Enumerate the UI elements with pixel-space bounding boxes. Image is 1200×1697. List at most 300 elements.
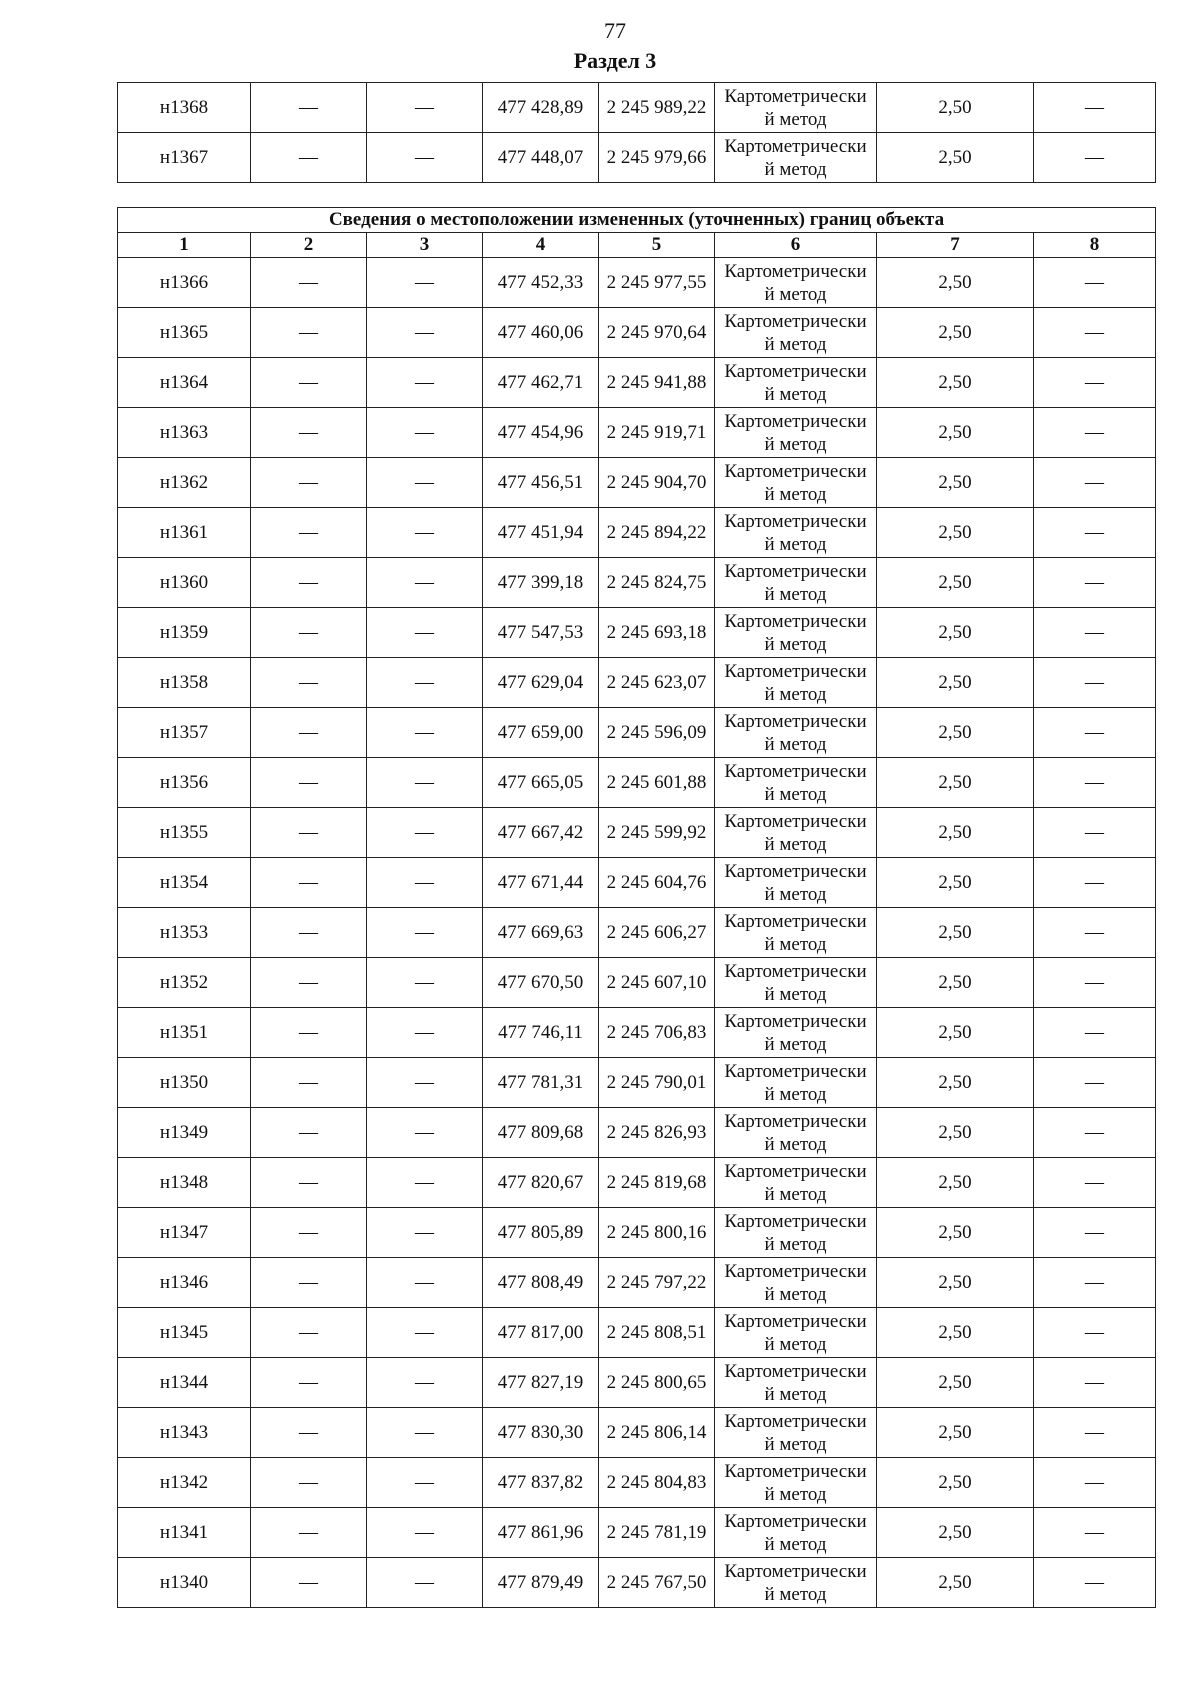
- dash-cell: —: [251, 1308, 367, 1358]
- table-row: [118, 308, 1156, 358]
- x-coordinate-cell: 477 670,50: [483, 958, 599, 1008]
- dash-cell: —: [1034, 1158, 1156, 1208]
- method-cell: [715, 808, 877, 858]
- table-row: [118, 1558, 1156, 1608]
- x-coordinate-cell: 477 817,00: [483, 1308, 599, 1358]
- dash-cell: —: [251, 1408, 367, 1458]
- x-coordinate-cell: 477 452,33: [483, 258, 599, 308]
- method-text-line-1: Картометрически: [724, 1010, 867, 1032]
- point-cell: н1368: [118, 83, 251, 133]
- method-text-line-2: й метод: [764, 533, 827, 555]
- dash-cell: —: [367, 1508, 483, 1558]
- dash-cell: —: [1034, 558, 1156, 608]
- x-coordinate-cell: 477 820,67: [483, 1158, 599, 1208]
- method-text-line-2: й метод: [764, 933, 827, 955]
- table-row: [118, 1308, 1156, 1358]
- method-text-line-1: Картометрически: [724, 960, 867, 982]
- accuracy-cell: 2,50: [877, 708, 1034, 758]
- dash-cell: —: [1034, 1358, 1156, 1408]
- accuracy-cell: 2,50: [877, 358, 1034, 408]
- point-cell: н1365: [118, 308, 251, 358]
- dash-cell: —: [1034, 308, 1156, 358]
- column-header-3: 3: [367, 233, 483, 258]
- method-cell: [715, 658, 877, 708]
- dash-cell: —: [367, 1108, 483, 1158]
- dash-cell: —: [1034, 83, 1156, 133]
- table-caption: Сведения о местоположении измененных (уточненных) границ объекта: [118, 208, 1156, 233]
- column-number-row: [118, 233, 1156, 258]
- method-cell: [715, 458, 877, 508]
- accuracy-cell: 2,50: [877, 508, 1034, 558]
- accuracy-cell: 2,50: [877, 1258, 1034, 1308]
- table-row: [118, 508, 1156, 558]
- dash-cell: —: [251, 308, 367, 358]
- dash-cell: —: [367, 1158, 483, 1208]
- dash-cell: —: [251, 1108, 367, 1158]
- dash-cell: —: [367, 458, 483, 508]
- x-coordinate-cell: 477 399,18: [483, 558, 599, 608]
- table-row: [118, 1458, 1156, 1508]
- x-coordinate-cell: 477 659,00: [483, 708, 599, 758]
- method-cell: [715, 1308, 877, 1358]
- dash-cell: —: [1034, 1308, 1156, 1358]
- point-cell: н1350: [118, 1058, 251, 1108]
- point-cell: н1343: [118, 1408, 251, 1458]
- point-cell: н1364: [118, 358, 251, 408]
- dash-cell: —: [1034, 1058, 1156, 1108]
- method-text-line-1: Картометрически: [724, 1310, 867, 1332]
- x-coordinate-cell: 477 665,05: [483, 758, 599, 808]
- method-text-line-1: Картометрически: [724, 135, 867, 157]
- y-coordinate-cell: 2 245 607,10: [599, 958, 715, 1008]
- point-cell: н1354: [118, 858, 251, 908]
- dash-cell: —: [1034, 808, 1156, 858]
- accuracy-cell: 2,50: [877, 83, 1034, 133]
- x-coordinate-cell: 477 547,53: [483, 608, 599, 658]
- method-cell: [715, 1508, 877, 1558]
- method-text-line-2: й метод: [764, 108, 827, 130]
- dash-cell: —: [367, 1558, 483, 1608]
- dash-cell: —: [251, 1358, 367, 1408]
- method-cell: [715, 1558, 877, 1608]
- method-text-line-2: й метод: [764, 158, 827, 180]
- point-cell: н1363: [118, 408, 251, 458]
- method-text-line-1: Картометрически: [724, 360, 867, 382]
- x-coordinate-cell: 477 808,49: [483, 1258, 599, 1308]
- coordinates-table-continued: [117, 82, 1156, 183]
- method-text-line-1: Картометрически: [724, 660, 867, 682]
- method-cell: [715, 708, 877, 758]
- y-coordinate-cell: 2 245 808,51: [599, 1308, 715, 1358]
- y-coordinate-cell: 2 245 601,88: [599, 758, 715, 808]
- dash-cell: —: [367, 1408, 483, 1458]
- method-text-line-1: Картометрически: [724, 460, 867, 482]
- point-cell: н1347: [118, 1208, 251, 1258]
- method-text-line-2: й метод: [764, 433, 827, 455]
- method-cell: [715, 608, 877, 658]
- method-text-line-1: Картометрически: [724, 410, 867, 432]
- dash-cell: —: [1034, 1208, 1156, 1258]
- method-text-line-2: й метод: [764, 283, 827, 305]
- y-coordinate-cell: 2 245 604,76: [599, 858, 715, 908]
- point-cell: н1349: [118, 1108, 251, 1158]
- dash-cell: —: [251, 958, 367, 1008]
- dash-cell: —: [367, 558, 483, 608]
- dash-cell: —: [1034, 708, 1156, 758]
- table-row: [118, 1508, 1156, 1558]
- method-text-line-1: Картометрически: [724, 760, 867, 782]
- column-header-4: 4: [483, 233, 599, 258]
- method-text-line-2: й метод: [764, 1333, 827, 1355]
- y-coordinate-cell: 2 245 919,71: [599, 408, 715, 458]
- x-coordinate-cell: 477 837,82: [483, 1458, 599, 1508]
- dash-cell: —: [367, 1008, 483, 1058]
- dash-cell: —: [251, 458, 367, 508]
- method-text-line-2: й метод: [764, 1383, 827, 1405]
- y-coordinate-cell: 2 245 804,83: [599, 1458, 715, 1508]
- table-row: [118, 958, 1156, 1008]
- point-cell: н1351: [118, 1008, 251, 1058]
- accuracy-cell: 2,50: [877, 958, 1034, 1008]
- method-text-line-2: й метод: [764, 783, 827, 805]
- method-cell: [715, 83, 877, 133]
- method-text-line-1: Картометрически: [724, 1510, 867, 1532]
- method-cell: [715, 133, 877, 183]
- accuracy-cell: 2,50: [877, 308, 1034, 358]
- table-row: [118, 1008, 1156, 1058]
- method-cell: [715, 958, 877, 1008]
- dash-cell: —: [251, 1458, 367, 1508]
- dash-cell: —: [367, 608, 483, 658]
- dash-cell: —: [1034, 1108, 1156, 1158]
- accuracy-cell: 2,50: [877, 658, 1034, 708]
- point-cell: н1355: [118, 808, 251, 858]
- dash-cell: —: [1034, 258, 1156, 308]
- dash-cell: —: [367, 258, 483, 308]
- method-cell: [715, 758, 877, 808]
- method-text-line-2: й метод: [764, 733, 827, 755]
- x-coordinate-cell: 477 451,94: [483, 508, 599, 558]
- method-text-line-2: й метод: [764, 1533, 827, 1555]
- dash-cell: —: [1034, 1258, 1156, 1308]
- method-text-line-2: й метод: [764, 633, 827, 655]
- dash-cell: —: [251, 83, 367, 133]
- x-coordinate-cell: 477 671,44: [483, 858, 599, 908]
- dash-cell: —: [251, 608, 367, 658]
- accuracy-cell: 2,50: [877, 1158, 1034, 1208]
- method-text-line-1: Картометрически: [724, 910, 867, 932]
- method-text-line-2: й метод: [764, 583, 827, 605]
- dash-cell: —: [251, 808, 367, 858]
- dash-cell: —: [367, 758, 483, 808]
- y-coordinate-cell: 2 245 806,14: [599, 1408, 715, 1458]
- table-row: [118, 758, 1156, 808]
- dash-cell: —: [1034, 1008, 1156, 1058]
- method-cell: [715, 308, 877, 358]
- column-header-1: 1: [118, 233, 251, 258]
- point-cell: н1353: [118, 908, 251, 958]
- method-text-line-1: Картометрически: [724, 1260, 867, 1282]
- x-coordinate-cell: 477 830,30: [483, 1408, 599, 1458]
- point-cell: н1356: [118, 758, 251, 808]
- dash-cell: —: [367, 908, 483, 958]
- table-row: [118, 908, 1156, 958]
- method-text-line-2: й метод: [764, 883, 827, 905]
- method-cell: [715, 1058, 877, 1108]
- table-row: [118, 1358, 1156, 1408]
- dash-cell: —: [367, 808, 483, 858]
- method-cell: [715, 858, 877, 908]
- x-coordinate-cell: 477 462,71: [483, 358, 599, 408]
- accuracy-cell: 2,50: [877, 1058, 1034, 1108]
- point-cell: н1344: [118, 1358, 251, 1408]
- table-row: [118, 558, 1156, 608]
- point-cell: н1361: [118, 508, 251, 558]
- dash-cell: —: [367, 508, 483, 558]
- dash-cell: —: [251, 1258, 367, 1308]
- y-coordinate-cell: 2 245 894,22: [599, 508, 715, 558]
- point-cell: н1352: [118, 958, 251, 1008]
- y-coordinate-cell: 2 245 781,19: [599, 1508, 715, 1558]
- dash-cell: —: [367, 708, 483, 758]
- method-text-line-1: Картометрически: [724, 1360, 867, 1382]
- x-coordinate-cell: 477 629,04: [483, 658, 599, 708]
- y-coordinate-cell: 2 245 790,01: [599, 1058, 715, 1108]
- method-text-line-1: Картометрически: [724, 1460, 867, 1482]
- accuracy-cell: 2,50: [877, 258, 1034, 308]
- x-coordinate-cell: 477 448,07: [483, 133, 599, 183]
- accuracy-cell: 2,50: [877, 1508, 1034, 1558]
- y-coordinate-cell: 2 245 904,70: [599, 458, 715, 508]
- x-coordinate-cell: 477 861,96: [483, 1508, 599, 1558]
- table-row: [118, 258, 1156, 308]
- y-coordinate-cell: 2 245 800,16: [599, 1208, 715, 1258]
- dash-cell: —: [1034, 1558, 1156, 1608]
- dash-cell: —: [367, 1258, 483, 1308]
- x-coordinate-cell: 477 428,89: [483, 83, 599, 133]
- method-cell: [715, 358, 877, 408]
- method-text-line-2: й метод: [764, 1433, 827, 1455]
- method-text-line-1: Картометрически: [724, 810, 867, 832]
- y-coordinate-cell: 2 245 824,75: [599, 558, 715, 608]
- accuracy-cell: 2,50: [877, 133, 1034, 183]
- dash-cell: —: [251, 708, 367, 758]
- dash-cell: —: [1034, 1458, 1156, 1508]
- dash-cell: —: [251, 1558, 367, 1608]
- method-text-line-1: Картометрически: [724, 860, 867, 882]
- x-coordinate-cell: 477 456,51: [483, 458, 599, 508]
- method-text-line-2: й метод: [764, 683, 827, 705]
- dash-cell: —: [367, 308, 483, 358]
- accuracy-cell: 2,50: [877, 1358, 1034, 1408]
- table-row: [118, 1258, 1156, 1308]
- dash-cell: —: [251, 508, 367, 558]
- dash-cell: —: [367, 1308, 483, 1358]
- y-coordinate-cell: 2 245 706,83: [599, 1008, 715, 1058]
- method-text-line-1: Картометрически: [724, 260, 867, 282]
- method-text-line-2: й метод: [764, 983, 827, 1005]
- method-cell: [715, 258, 877, 308]
- table-row: [118, 83, 1156, 133]
- point-cell: н1358: [118, 658, 251, 708]
- dash-cell: —: [251, 1208, 367, 1258]
- method-cell: [715, 908, 877, 958]
- method-text-line-1: Картометрически: [724, 1210, 867, 1232]
- dash-cell: —: [367, 133, 483, 183]
- y-coordinate-cell: 2 245 941,88: [599, 358, 715, 408]
- point-cell: н1362: [118, 458, 251, 508]
- method-cell: [715, 1258, 877, 1308]
- accuracy-cell: 2,50: [877, 458, 1034, 508]
- method-text-line-2: й метод: [764, 833, 827, 855]
- y-coordinate-cell: 2 245 826,93: [599, 1108, 715, 1158]
- point-cell: н1348: [118, 1158, 251, 1208]
- table-row: [118, 408, 1156, 458]
- table-row: [118, 1058, 1156, 1108]
- y-coordinate-cell: 2 245 693,18: [599, 608, 715, 658]
- x-coordinate-cell: 477 669,63: [483, 908, 599, 958]
- y-coordinate-cell: 2 245 797,22: [599, 1258, 715, 1308]
- method-text-line-1: Картометрически: [724, 610, 867, 632]
- dash-cell: —: [251, 908, 367, 958]
- table-row: [118, 1208, 1156, 1258]
- table-row: [118, 358, 1156, 408]
- accuracy-cell: 2,50: [877, 1108, 1034, 1158]
- dash-cell: —: [251, 858, 367, 908]
- section-title: Раздел 3: [573, 48, 657, 73]
- method-cell: [715, 558, 877, 608]
- table-row: [118, 608, 1156, 658]
- y-coordinate-cell: 2 245 596,09: [599, 708, 715, 758]
- method-cell: [715, 1408, 877, 1458]
- method-text-line-2: й метод: [764, 1483, 827, 1505]
- dash-cell: —: [367, 958, 483, 1008]
- y-coordinate-cell: 2 245 606,27: [599, 908, 715, 958]
- method-text-line-1: Картометрически: [724, 1560, 867, 1582]
- method-text-line-1: Картометрически: [724, 310, 867, 332]
- method-text-line-2: й метод: [764, 1133, 827, 1155]
- dash-cell: —: [1034, 408, 1156, 458]
- dash-cell: —: [367, 1058, 483, 1108]
- method-cell: [715, 1208, 877, 1258]
- y-coordinate-cell: 2 245 989,22: [599, 83, 715, 133]
- method-cell: [715, 1158, 877, 1208]
- method-text-line-2: й метод: [764, 383, 827, 405]
- table-row: [118, 708, 1156, 758]
- column-header-5: 5: [599, 233, 715, 258]
- changed-boundaries-table: [117, 207, 1156, 1608]
- accuracy-cell: 2,50: [877, 1458, 1034, 1508]
- column-header-8: 8: [1034, 233, 1156, 258]
- accuracy-cell: 2,50: [877, 808, 1034, 858]
- method-text-line-1: Картометрически: [724, 560, 867, 582]
- accuracy-cell: 2,50: [877, 1558, 1034, 1608]
- x-coordinate-cell: 477 454,96: [483, 408, 599, 458]
- point-cell: н1342: [118, 1458, 251, 1508]
- point-cell: н1359: [118, 608, 251, 658]
- accuracy-cell: 2,50: [877, 1308, 1034, 1358]
- point-cell: н1340: [118, 1558, 251, 1608]
- dash-cell: —: [251, 1008, 367, 1058]
- method-text-line-2: й метод: [764, 1283, 827, 1305]
- point-cell: н1366: [118, 258, 251, 308]
- accuracy-cell: 2,50: [877, 558, 1034, 608]
- column-header-6: 6: [715, 233, 877, 258]
- accuracy-cell: 2,50: [877, 908, 1034, 958]
- dash-cell: —: [1034, 458, 1156, 508]
- method-cell: [715, 408, 877, 458]
- column-header-7: 7: [877, 233, 1034, 258]
- method-text-line-1: Картометрически: [724, 85, 867, 107]
- dash-cell: —: [251, 758, 367, 808]
- point-cell: н1360: [118, 558, 251, 608]
- table-row: [118, 133, 1156, 183]
- table-row: [118, 858, 1156, 908]
- accuracy-cell: 2,50: [877, 858, 1034, 908]
- method-cell: [715, 1108, 877, 1158]
- dash-cell: —: [251, 133, 367, 183]
- dash-cell: —: [367, 658, 483, 708]
- x-coordinate-cell: 477 746,11: [483, 1008, 599, 1058]
- column-header-2: 2: [251, 233, 367, 258]
- method-cell: [715, 1008, 877, 1058]
- y-coordinate-cell: 2 245 979,66: [599, 133, 715, 183]
- table-row: [118, 658, 1156, 708]
- method-text-line-2: й метод: [764, 1183, 827, 1205]
- table-caption-row: [118, 208, 1156, 233]
- dash-cell: —: [251, 358, 367, 408]
- x-coordinate-cell: 477 809,68: [483, 1108, 599, 1158]
- dash-cell: —: [1034, 958, 1156, 1008]
- accuracy-cell: 2,50: [877, 758, 1034, 808]
- dash-cell: —: [1034, 1508, 1156, 1558]
- dash-cell: —: [367, 358, 483, 408]
- method-text-line-1: Картометрически: [724, 710, 867, 732]
- method-cell: [715, 1358, 877, 1408]
- method-cell: [715, 1458, 877, 1508]
- accuracy-cell: 2,50: [877, 1008, 1034, 1058]
- method-text-line-2: й метод: [764, 1083, 827, 1105]
- dash-cell: —: [1034, 758, 1156, 808]
- dash-cell: —: [1034, 1408, 1156, 1458]
- point-cell: н1341: [118, 1508, 251, 1558]
- y-coordinate-cell: 2 245 599,92: [599, 808, 715, 858]
- method-text-line-2: й метод: [764, 1233, 827, 1255]
- method-text-line-2: й метод: [764, 333, 827, 355]
- method-cell: [715, 508, 877, 558]
- point-cell: н1346: [118, 1258, 251, 1308]
- dash-cell: —: [367, 1208, 483, 1258]
- accuracy-cell: 2,50: [877, 1208, 1034, 1258]
- dash-cell: —: [1034, 358, 1156, 408]
- x-coordinate-cell: 477 805,89: [483, 1208, 599, 1258]
- table-row: [118, 1408, 1156, 1458]
- dash-cell: —: [1034, 508, 1156, 558]
- y-coordinate-cell: 2 245 819,68: [599, 1158, 715, 1208]
- dash-cell: —: [251, 658, 367, 708]
- method-text-line-1: Картометрически: [724, 1410, 867, 1432]
- dash-cell: —: [1034, 608, 1156, 658]
- dash-cell: —: [251, 408, 367, 458]
- dash-cell: —: [367, 408, 483, 458]
- table-row: [118, 1158, 1156, 1208]
- dash-cell: —: [367, 83, 483, 133]
- y-coordinate-cell: 2 245 623,07: [599, 658, 715, 708]
- method-text-line-1: Картометрически: [724, 1110, 867, 1132]
- dash-cell: —: [251, 258, 367, 308]
- x-coordinate-cell: 477 781,31: [483, 1058, 599, 1108]
- method-text-line-1: Картометрически: [724, 1060, 867, 1082]
